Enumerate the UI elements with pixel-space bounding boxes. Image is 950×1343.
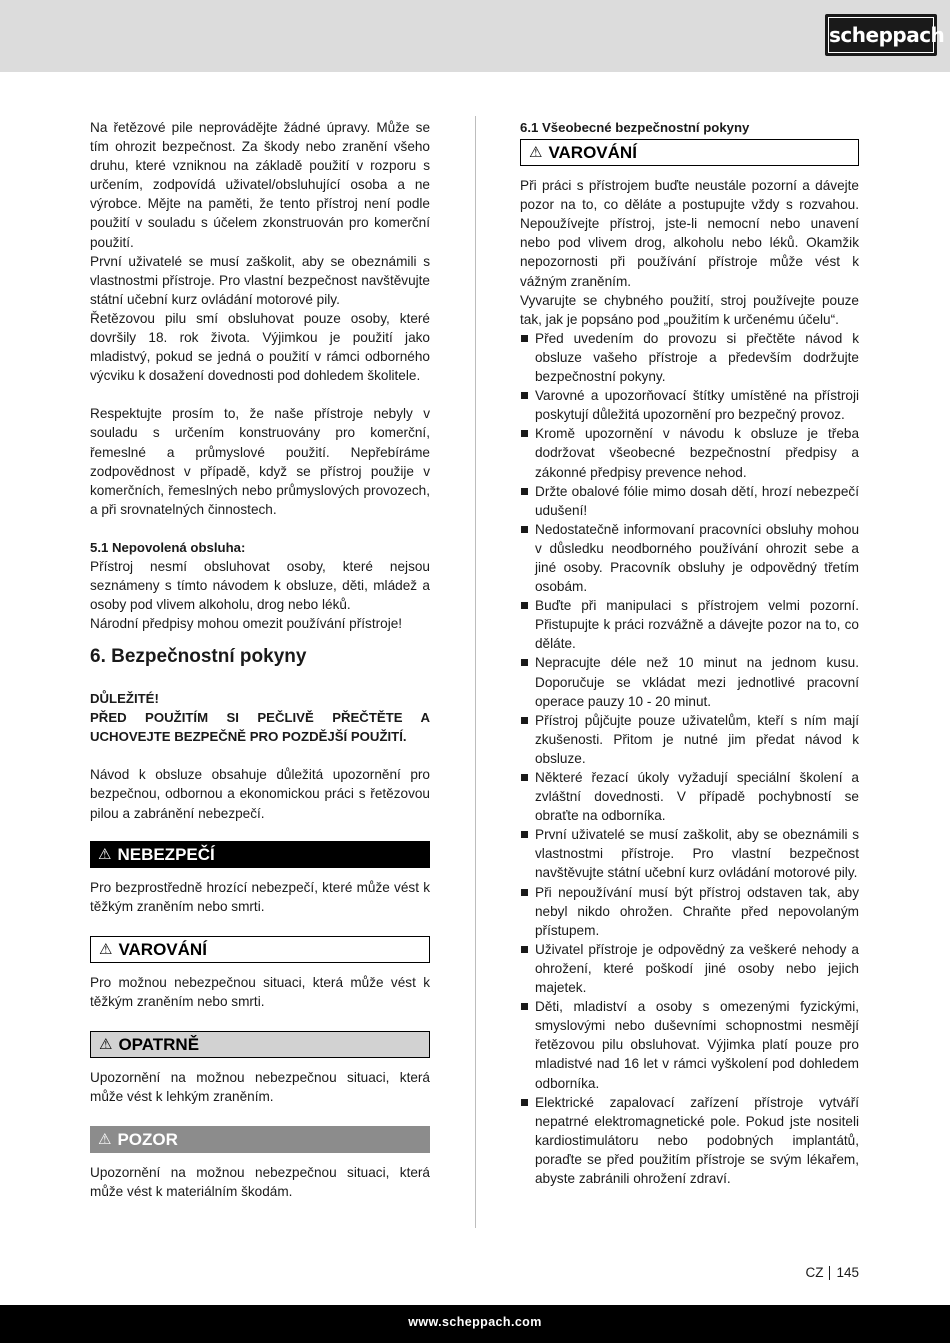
square-bullet-icon: [521, 488, 528, 495]
square-bullet-icon: [521, 946, 528, 953]
square-bullet-icon: [521, 1099, 528, 1106]
paragraph: Národní předpisy mohou omezit používání přístroje!: [90, 616, 403, 632]
paragraph: Návod k obsluze obsahuje důležitá upozornění pro bezpečnou, odbornou a ekonomickou práci s řetězovou pilou a zabránění nebezpečí.: [90, 767, 430, 821]
list-item: [520, 825, 859, 882]
square-bullet-icon: [521, 602, 528, 609]
paragraph: Přístroj nesmí obsluhovat osoby, které nejsou seznámeny s tímto návodem k obsluze, děti, mládež a osoby pod vlivem alkoholu, drog nebo léků.: [90, 558, 430, 613]
note-text: Upozornění na možnou nebezpečnou situaci, která může vést k materiálním škodám.: [90, 1165, 430, 1200]
square-bullet-icon: [521, 717, 528, 724]
square-bullet-icon: [521, 430, 528, 437]
list-item: [520, 653, 859, 710]
paragraph: Respektujte prosím to, že naše přístroje nebyly v souladu s určením konstruovány pro komerční, řemeslné a průmyslové použití. Nepřebíráme zodpovědnost v případě, když se přístroj použije v komerčních, řemeslných nebo průmyslových provozech, a při srovnatelných činnostech.: [90, 406, 430, 517]
list-item-text: Varovné a upozorňovací štítky umístěné na přístroji poskytují důležitá upozornění pro bezpečný provoz.: [535, 388, 859, 423]
list-item: [520, 596, 859, 653]
section-6-heading: 6. Bezpečnostní pokyny: [90, 646, 307, 668]
paragraph: Na řetězové pile neprovádějte žádné úpravy. Může se tím ohrozit bezpečnost. Za škody nebo zranění všeho druhu, které vzniknou na základě použití v rozporu s určením, zodpovídá uživatel/obsluhující osoba a ne výrobce. Mějte na paměti, že tento přístroj není podle použití v souladu s účelem zkonstruován pro komerční použití.: [90, 120, 430, 250]
safety-bullet-list: [520, 329, 859, 1188]
list-item-text: První uživatelé se musí zaškolit, aby se obeznámili s vlastnostmi přístroje. Pro vlastní bezpečnost navštěvujte státní učební kurz ovládání motorové pily.: [535, 827, 859, 881]
list-item-text: Držte obalové fólie mimo dosah dětí, hrozí nebezpečí udušení!: [535, 483, 859, 518]
page-number: [805, 1265, 859, 1280]
list-item: [520, 940, 859, 997]
important-label: DŮLEŽITÉ!: [90, 691, 159, 707]
paragraph: První uživatelé se musí zaškolit, aby se obeznámili s vlastnostmi přístroje. Pro vlastní bezpečnost navštěvujte státní učební kurz ovládání motorové pily.: [90, 253, 430, 307]
brand-logo: [825, 14, 945, 56]
section-6-1-title: 6.1 Všeobecné bezpečnostní pokyny: [520, 120, 750, 135]
danger-box: [90, 841, 430, 868]
warning-triangle-icon: ⚠: [98, 1131, 112, 1149]
danger-text: Pro bezprostředně hrozící nebezpečí, které může vést k těžkým zraněním nebo smrti.: [90, 879, 430, 914]
warning-triangle-icon: ⚠: [98, 845, 112, 863]
paragraph: Vyvarujte se chybného použití, stroj používejte pouze tak, jak je popsáno pod „použitím k určenému účelu“.: [520, 292, 859, 327]
warning-triangle-icon: ⚠: [529, 144, 543, 162]
list-item: [520, 997, 859, 1092]
list-item: [520, 1093, 859, 1188]
square-bullet-icon: [521, 526, 528, 533]
list-item: [520, 329, 859, 386]
warning-label: VAROVÁNÍ: [548, 143, 637, 163]
square-bullet-icon: [521, 659, 528, 666]
note-label: POZOR: [117, 1130, 178, 1150]
caution-text: Upozornění na možnou nebezpečnou situaci, která může vést k lehkým zraněním.: [90, 1070, 430, 1105]
note-box: [90, 1126, 430, 1153]
caution-box: [90, 1031, 430, 1058]
column-divider: [475, 116, 476, 1228]
list-item: [520, 883, 859, 940]
list-item-text: Před uvedením do provozu si přečtěte návod k obsluze vašeho přístroje a především dodržujte bezpečnostní pokyny.: [535, 330, 859, 385]
list-item: [520, 711, 859, 768]
warning-box: [90, 936, 430, 963]
list-item: [520, 768, 859, 825]
square-bullet-icon: [521, 831, 528, 838]
list-item: [520, 386, 859, 424]
list-item-text: Kromě upozornění v návodu k obsluze je třeba dodržovat všeobecné bezpečnostní předpisy a zákonné předpisy prevence nehod.: [535, 426, 859, 480]
paragraph: Při práci s přístrojem buďte neustále pozorní a dávejte pozor na to, co děláte a postupujte vždy s rozvahou. Nepoužívejte přístroj, jste-li nemocní nebo unavení nebo pod vlivem drog, alkoholu nebo léků. Okamžik nepozornosti při používání přístroje může vést k vážným zraněním.: [520, 178, 859, 289]
left-column: [90, 118, 430, 1201]
page-language: CZ: [805, 1265, 824, 1280]
square-bullet-icon: [521, 335, 528, 342]
page-number-value: 145: [836, 1265, 859, 1280]
danger-label: NEBEZPEČÍ: [117, 844, 215, 864]
section-5-1-title: 5.1 Nepovolená obsluha:: [90, 539, 246, 555]
warning-triangle-icon: ⚠: [99, 940, 113, 958]
warning-text: Pro možnou nebezpečnou situaci, která může vést k těžkým zraněním nebo smrti.: [90, 974, 430, 1009]
page-separator: [829, 1266, 830, 1280]
list-item-text: Buďte při manipulaci s přístrojem velmi pozorní. Přistupujte k práci rozvážně a dávejte pozor na to, co děláte.: [535, 598, 859, 652]
list-item-text: Elektrické zapalovací zařízení přístroje vytváří nepatrné elektromagnetické pole. Pokud jste nositeli kardiostimulátoru nebo podobných implantátů, poraďte se před použitím přístroje se svým lékařem, abyste zabránili ohrožení zdraví.: [535, 1094, 859, 1186]
paragraph: Řetězovou pilu smí obsluhovat pouze osoby, které dovršily 18. rok života. Výjimkou je použití jako mladistvý, pokud se jedná o použití v rámci odborného výcviku k dosažení dovednosti pod dohledem školitele.: [90, 310, 430, 384]
warning-box: [520, 139, 859, 166]
right-column: [520, 118, 859, 1188]
list-item-text: Děti, mladiství a osoby s omezenými fyzickými, smyslovými nebo duševními schopnostmi nesmějí řetězovou pilu obsluhovat. Výjimka platí pouze pro mladistvé nad 16 let v rámci vyškolení pod dohledem odborníka.: [535, 999, 859, 1091]
square-bullet-icon: [521, 889, 528, 896]
square-bullet-icon: [521, 774, 528, 781]
list-item-text: Nepracujte déle než 10 minut na jednom kusu. Doporučuje se vkládat mezi jednotlivé pracovní operace pauzy 10 - 20 minut.: [535, 655, 859, 709]
list-item-text: Přístroj půjčujte pouze uživatelům, kteří s ním mají zkušenosti. Přitom je nutné jim předat návod k obsluze.: [535, 712, 859, 766]
list-item: [520, 520, 859, 596]
warning-label: VAROVÁNÍ: [118, 939, 207, 959]
list-item: [520, 482, 859, 520]
square-bullet-icon: [521, 392, 528, 399]
footer-url-link[interactable]: www.scheppach.com: [408, 1315, 542, 1329]
footer-band: [0, 1305, 950, 1343]
list-item-text: Nedostatečně informovaní pracovníci obsluhy mohou v důsledku neodborného používání ohrozit sebe a jiné osoby. Pracovník obsluhy je odpovědný třetím osobám.: [535, 521, 859, 595]
list-item: [520, 424, 859, 481]
warning-triangle-icon: ⚠: [99, 1036, 113, 1053]
list-item-text: Při nepoužívání musí být přístroj odstaven tak, aby nebyl nikdo ohrožen. Chraňte před nepovolaným přístupem.: [535, 884, 859, 938]
important-notice: PŘED POUŽITÍM SI PEČLIVĚ PŘEČTĚTE A UCHOVEJTE BEZPEČNĚ PRO POZDĚJŠÍ POUŽITÍ.: [90, 710, 430, 745]
header-band: [0, 0, 950, 72]
caution-label: OPATRNĚ: [118, 1034, 200, 1054]
list-item-text: Uživatel přístroje je odpovědný za veškeré nehody a ohrožení, které poškodí jiné osoby nebo jejich majetek.: [535, 941, 859, 996]
logo-text: scheppach: [828, 17, 934, 53]
list-item-text: Některé řezací úkoly vyžadují speciální školení a zvláštní dovednosti. V případě pochybností se obraťte na odborníka.: [535, 770, 859, 824]
square-bullet-icon: [521, 1003, 528, 1010]
